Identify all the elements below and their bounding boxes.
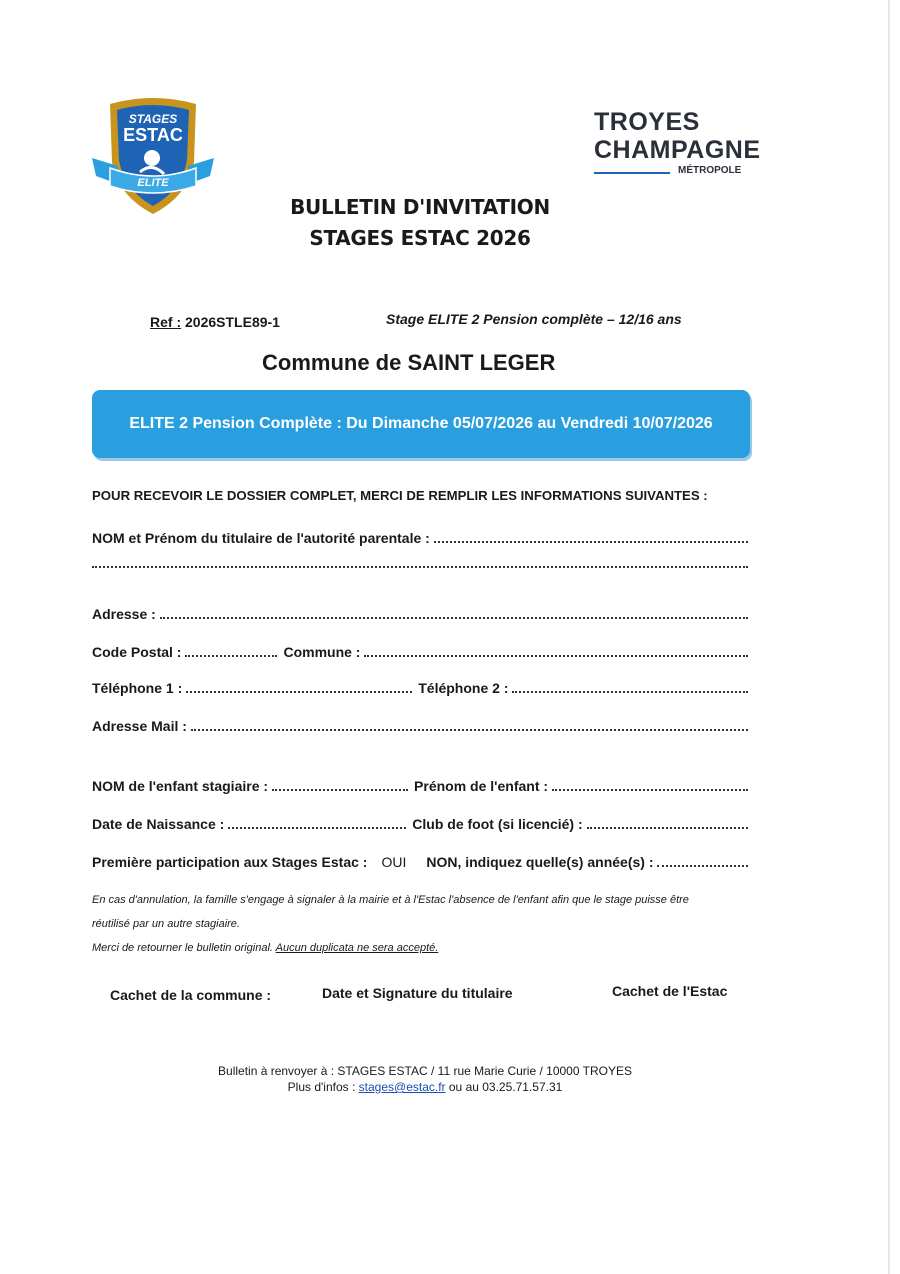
child-firstname-field[interactable] bbox=[552, 789, 748, 791]
cancellation-note bbox=[92, 888, 752, 960]
club-label: Club de foot (si licencié) : bbox=[412, 816, 583, 832]
dates-banner bbox=[92, 390, 750, 458]
child-name-field[interactable] bbox=[272, 789, 408, 791]
estac-logo bbox=[88, 92, 218, 220]
postal-commune-row bbox=[92, 644, 750, 660]
cancel-line2: réutilisé par un autre stagiaire. bbox=[92, 918, 240, 930]
parent-name-row bbox=[92, 530, 750, 546]
troyes-logo-line2: CHAMPAGNE bbox=[594, 136, 761, 164]
club-field[interactable] bbox=[587, 827, 748, 829]
email-label: Adresse Mail : bbox=[92, 718, 187, 734]
birth-club-row bbox=[92, 816, 750, 832]
commune-field[interactable] bbox=[364, 655, 748, 657]
estac-logo-line1: STAGES bbox=[128, 112, 178, 126]
postal-code-field[interactable] bbox=[185, 655, 277, 657]
commune-label: Commune : bbox=[283, 644, 361, 660]
instructions: POUR RECEVOIR LE DOSSIER COMPLET, MERCI DE REMPLIR LES INFORMATIONS SUIVANTES : bbox=[92, 488, 708, 503]
footer-info-prefix: Plus d'infos : bbox=[287, 1080, 359, 1094]
address-label: Adresse : bbox=[92, 606, 156, 622]
phone1-field[interactable] bbox=[186, 691, 412, 693]
signature-estac: Cachet de l'Estac bbox=[612, 983, 728, 999]
scan-edge bbox=[888, 0, 890, 1274]
return-prefix: Merci de retourner le bulletin original. bbox=[92, 942, 276, 954]
footer-info bbox=[180, 1079, 670, 1095]
participation-row bbox=[92, 854, 750, 870]
page-title bbox=[250, 192, 590, 254]
title-line2: STAGES ESTAC 2026 bbox=[309, 226, 531, 250]
footer-email-link[interactable]: stages@estac.fr bbox=[358, 1080, 446, 1094]
stage-type: Stage ELITE 2 Pension complète – 12/16 ans bbox=[386, 311, 682, 327]
estac-logo-ribbon: ELITE bbox=[137, 177, 169, 189]
cancel-line1: En cas d'annulation, la famille s'engage à signaler à la mairie et à l'Estac l'absence de l'enfant afin que le stage puisse être bbox=[92, 894, 689, 906]
phone2-field[interactable] bbox=[512, 691, 748, 693]
yes-option[interactable]: OUI bbox=[381, 854, 407, 870]
return-note bbox=[92, 936, 752, 960]
parent-name-label: NOM et Prénom du titulaire de l'autorité parentale : bbox=[92, 530, 430, 546]
footer bbox=[180, 1063, 670, 1095]
troyes-logo-line1: TROYES bbox=[594, 108, 700, 136]
parent-name-extra-row bbox=[92, 566, 750, 571]
no-years-label[interactable]: NON, indiquez quelle(s) année(s) : bbox=[426, 854, 654, 870]
phone1-label: Téléphone 1 : bbox=[92, 680, 183, 696]
dates-banner-text: ELITE 2 Pension Complète : Du Dimanche 05/07/2026 au Vendredi 10/07/2026 bbox=[129, 415, 713, 432]
birth-date-field[interactable] bbox=[228, 827, 406, 829]
first-participation-label: Première participation aux Stages Estac : bbox=[92, 854, 368, 870]
birth-date-label: Date de Naissance : bbox=[92, 816, 225, 832]
signature-commune: Cachet de la commune : bbox=[110, 987, 272, 1003]
phone2-label: Téléphone 2 : bbox=[418, 680, 509, 696]
years-field[interactable] bbox=[657, 865, 748, 867]
parent-name-extra-field[interactable] bbox=[92, 566, 748, 568]
signature-holder: Date et Signature du titulaire bbox=[322, 985, 513, 1001]
footer-info-suffix: ou au 03.25.71.57.31 bbox=[445, 1080, 563, 1094]
parent-name-field[interactable] bbox=[434, 541, 748, 543]
title-line1: BULLETIN D'INVITATION bbox=[290, 195, 550, 219]
troyes-logo bbox=[594, 108, 761, 178]
troyes-logo-line3: MÉTROPOLE bbox=[678, 165, 742, 176]
child-name-label: NOM de l'enfant stagiaire : bbox=[92, 778, 269, 794]
email-field[interactable] bbox=[191, 729, 748, 731]
estac-logo-line2: ESTAC bbox=[123, 125, 183, 145]
phones-row bbox=[92, 680, 750, 696]
reference-label: Ref : bbox=[150, 314, 182, 330]
return-underlined: Aucun duplicata ne sera accepté. bbox=[275, 942, 439, 954]
footer-address: Bulletin à renvoyer à : STAGES ESTAC / 11 rue Marie Curie / 10000 TROYES bbox=[218, 1064, 632, 1078]
postal-code-label: Code Postal : bbox=[92, 644, 182, 660]
email-row bbox=[92, 718, 750, 734]
child-firstname-label: Prénom de l'enfant : bbox=[414, 778, 549, 794]
troyes-logo-rule bbox=[594, 172, 670, 174]
commune-title: Commune de SAINT LEGER bbox=[262, 350, 556, 375]
address-field[interactable] bbox=[160, 617, 748, 619]
address-row bbox=[92, 606, 750, 622]
child-name-row bbox=[92, 778, 750, 794]
reference-value: 2026STLE89-1 bbox=[185, 314, 280, 330]
reference bbox=[150, 314, 280, 330]
